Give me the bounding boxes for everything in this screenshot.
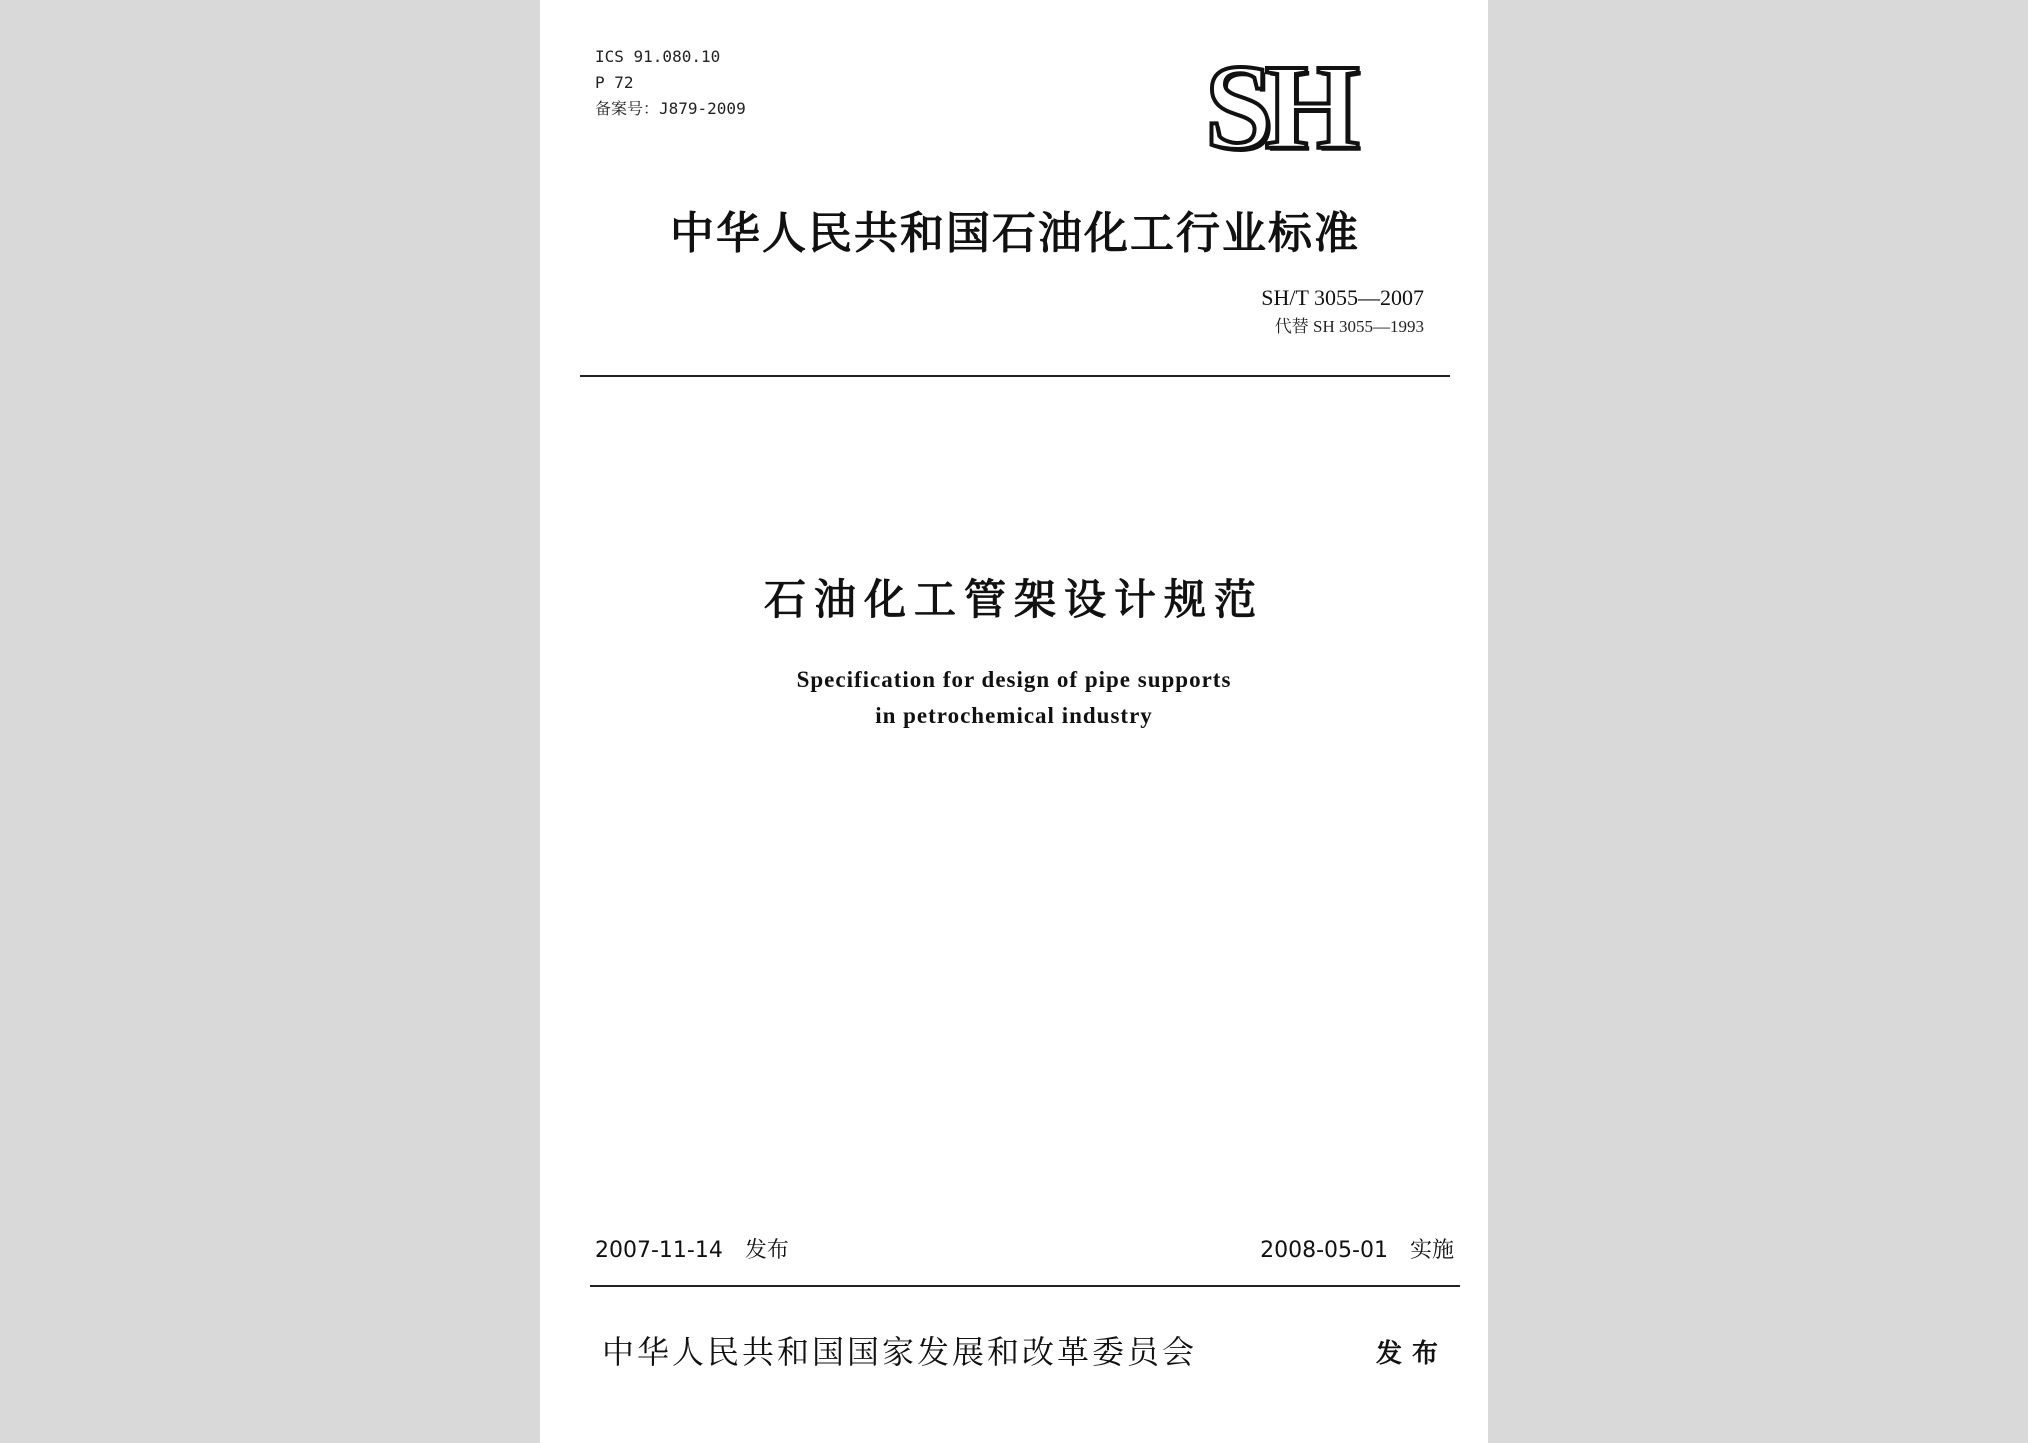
- bottom-divider: [590, 1285, 1460, 1287]
- replaces-standard: 代替 SH 3055—1993: [1274, 317, 1424, 336]
- standard-number: SH/T 3055—2007: [1261, 285, 1424, 310]
- issued-date: [595, 1236, 789, 1266]
- category-code: P 72: [595, 73, 634, 92]
- effective-date: [1260, 1236, 1454, 1266]
- publisher-name: 中华人民共和国国家发展和改革委员会: [602, 1333, 1198, 1371]
- filing-number: 备案号：J879-2009: [595, 99, 746, 118]
- issued-label: 发布: [744, 1238, 789, 1263]
- title-en-line-2: in petrochemical industry: [875, 703, 1153, 728]
- title-en-line-1: Specification for design of pipe supports: [796, 667, 1232, 692]
- document-title-cn: 石油化工管架设计规范: [763, 575, 1264, 624]
- document-title-en: [540, 662, 1488, 734]
- sh-logo: SH: [1205, 40, 1352, 175]
- top-divider: [580, 375, 1450, 377]
- issued-date-value: 2007-11-14: [595, 1238, 723, 1263]
- effective-label: 实施: [1409, 1238, 1454, 1263]
- effective-date-value: 2008-05-01: [1260, 1238, 1388, 1263]
- publisher-action: 发布: [1375, 1339, 1448, 1369]
- industry-standard-title: 中华人民共和国石油化工行业标准: [670, 208, 1360, 259]
- ics-code: ICS 91.080.10: [595, 47, 721, 66]
- classification-meta: [595, 44, 746, 122]
- document-page: [540, 0, 1488, 1443]
